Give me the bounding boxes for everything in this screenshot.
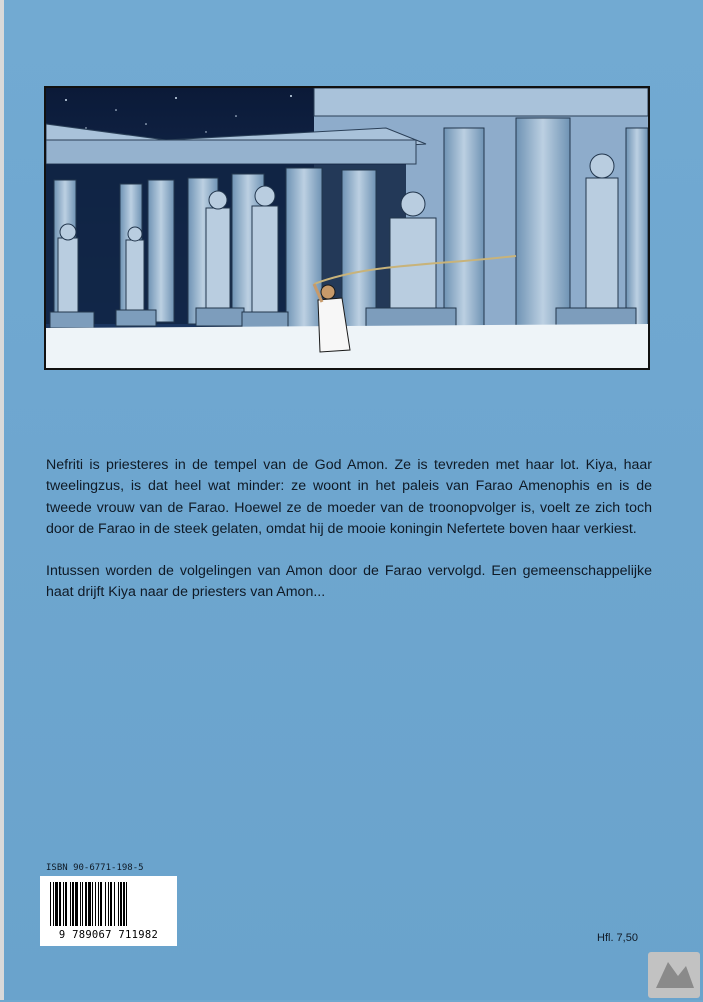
temple-illustration (46, 88, 648, 368)
illustration-panel (44, 86, 650, 370)
synopsis-paragraph-2: Intussen worden de volgelingen van Amon door de Farao vervolgd. Een gemeenschappelijke haat drijft Kiya naar de priesters van Amon... (46, 563, 652, 601)
barcode-bars (40, 876, 177, 932)
barcode (40, 876, 177, 946)
price-label: Hfl. 7,50 (597, 932, 638, 944)
synopsis (46, 455, 652, 625)
lambiek-logo-icon (648, 952, 700, 998)
cover-edge (0, 0, 4, 1000)
synopsis-paragraph-1: Nefriti is priesteres in de tempel van de God Amon. Ze is tevreden met haar lot. Kiya, haar tweelingzus, is dat heel wat minder: ze woont in het paleis van Farao Amenophis en is de tweede vrouw van de Farao. Hoewel ze de moeder van de troonopvolger is, voelt ze zich toch door de Farao in de steek gelaten, omdat hij de mooie koningin Nefertete boven haar verkiest. (46, 457, 652, 537)
isbn-label: ISBN 90-6771-198-5 (46, 863, 144, 873)
barcode-number: 9 789067 711982 (58, 929, 159, 941)
